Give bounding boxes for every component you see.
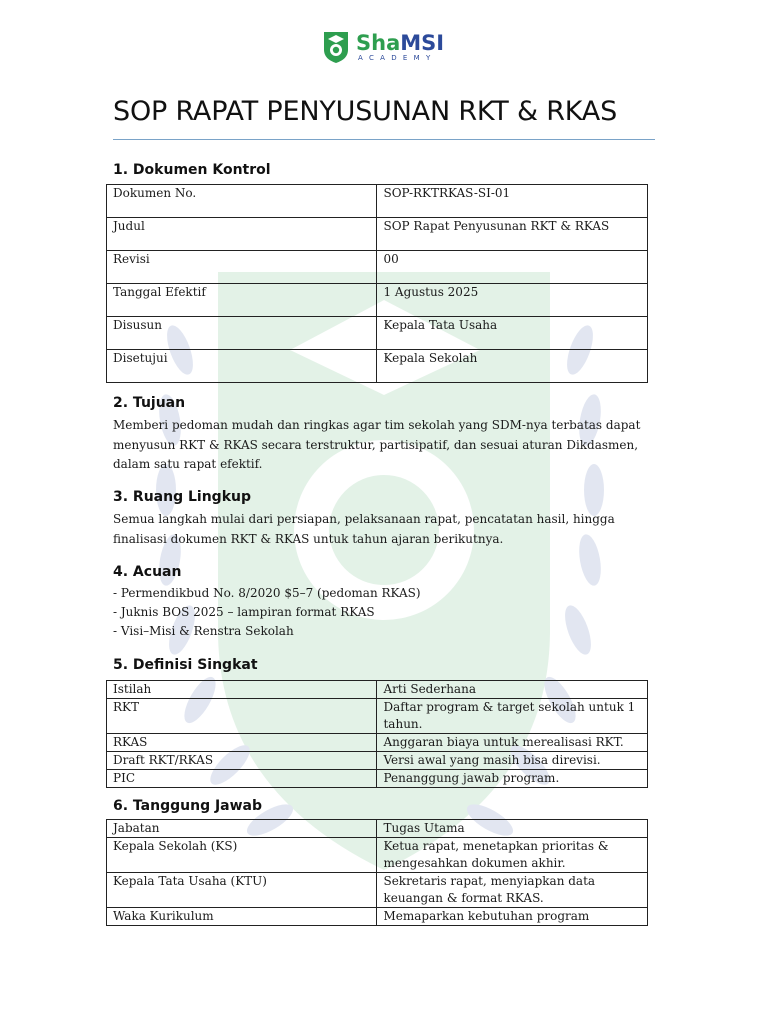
table-row [107, 838, 648, 873]
shamsi-academy-logo [322, 30, 444, 64]
section-1-heading: 1. Dokumen Kontrol [113, 162, 271, 178]
reference-item: - Visi–Misi & Renstra Sekolah [113, 624, 294, 638]
table-header-cell: Arti Sederhana [377, 681, 648, 699]
table-cell: SOP Rapat Penyusunan RKT & RKAS [377, 218, 648, 251]
table-cell: 00 [377, 251, 648, 284]
table-row [107, 350, 648, 383]
table-cell: Disusun [107, 317, 377, 350]
table-cell: Kepala Tata Usaha (KTU) [107, 873, 377, 908]
table-cell: Draft RKT/RKAS [107, 752, 377, 770]
logo-name: ShaMSI [356, 30, 445, 55]
table-cell: Versi awal yang masih bisa direvisi. [377, 752, 648, 770]
table-cell: Kepala Sekolah [377, 350, 648, 383]
table-cell: RKAS [107, 734, 377, 752]
table-cell: Dokumen No. [107, 185, 377, 218]
table-cell: 1 Agustus 2025 [377, 284, 648, 317]
table-cell: Waka Kurikulum [107, 908, 377, 926]
table-cell: Judul [107, 218, 377, 251]
table-row [107, 752, 648, 770]
table-row [107, 734, 648, 752]
reference-item: - Juknis BOS 2025 – lampiran format RKAS [113, 605, 375, 619]
logo-subtitle: ACADEMY [358, 53, 437, 62]
table-header-cell: Istilah [107, 681, 377, 699]
table-header-row [107, 820, 648, 838]
document-title: SOP RAPAT PENYUSUNAN RKT & RKAS [113, 96, 618, 127]
section-4-heading: 4. Acuan [113, 564, 182, 580]
table-row [107, 873, 648, 908]
table-cell: Daftar program & target sekolah untuk 1 tahun. [377, 699, 648, 734]
table-row [107, 251, 648, 284]
table-header-row [107, 681, 648, 699]
table-header-cell: Jabatan [107, 820, 377, 838]
table-header-cell: Tugas Utama [377, 820, 648, 838]
reference-item: - Permendikbud No. 8/2020 $5–7 (pedoman RKAS) [113, 586, 421, 600]
table-cell: SOP-RKTRKAS-SI-01 [377, 185, 648, 218]
definitions-table [106, 680, 648, 788]
table-cell: Tanggal Efektif [107, 284, 377, 317]
table-row [107, 185, 648, 218]
table-row [107, 317, 648, 350]
table-cell: RKT [107, 699, 377, 734]
scope-text: Semua langkah mulai dari persiapan, pelaksanaan rapat, pencatatan hasil, hingga finalisasi dokumen RKT & RKAS untuk tahun ajaran berikutnya. [113, 512, 615, 546]
table-cell: Disetujui [107, 350, 377, 383]
table-cell: Anggaran biaya untuk merealisasi RKT. [377, 734, 648, 752]
table-row [107, 699, 648, 734]
table-cell: Ketua rapat, menetapkan prioritas & mengesahkan dokumen akhir. [377, 838, 648, 873]
table-row [107, 284, 648, 317]
section-6-heading: 6. Tanggung Jawab [113, 798, 263, 814]
table-row [107, 218, 648, 251]
table-cell: Memaparkan kebutuhan program [377, 908, 648, 926]
purpose-text: Memberi pedoman mudah dan ringkas agar tim sekolah yang SDM-nya terbatas dapat menyusun RKT & RKAS secara terstruktur, partisipatif, dan sesuai aturan Dikdasmen, dalam satu rapat efektif. [113, 418, 641, 471]
table-cell: Kepala Sekolah (KS) [107, 838, 377, 873]
table-cell: Revisi [107, 251, 377, 284]
table-row [107, 770, 648, 788]
document-control-table [106, 184, 648, 383]
responsibilities-table [106, 819, 648, 926]
table-cell: PIC [107, 770, 377, 788]
table-cell: Penanggung jawab program. [377, 770, 648, 788]
section-3-heading: 3. Ruang Lingkup [113, 489, 251, 505]
table-row [107, 908, 648, 926]
title-divider [113, 139, 655, 140]
shield-logo-icon [322, 30, 350, 64]
table-cell: Kepala Tata Usaha [377, 317, 648, 350]
section-5-heading: 5. Definisi Singkat [113, 657, 258, 673]
section-2-heading: 2. Tujuan [113, 395, 186, 411]
table-cell: Sekretaris rapat, menyiapkan data keuangan & format RKAS. [377, 873, 648, 908]
